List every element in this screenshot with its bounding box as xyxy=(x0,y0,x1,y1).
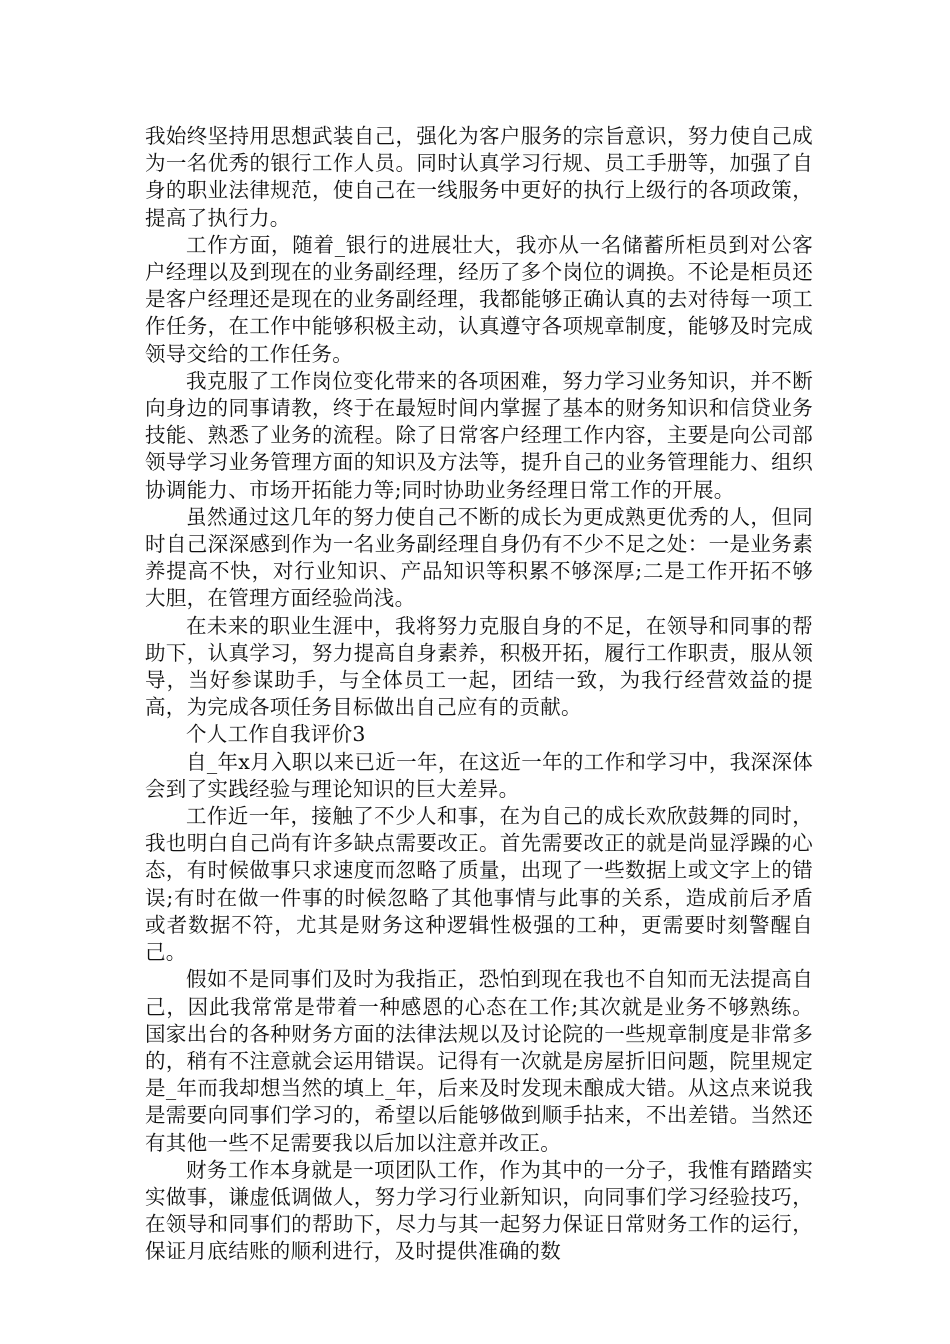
paragraph-8: 假如不是同事们及时为我指正，恐怕到现在我也不自知而无法提高自己，因此我常常是带着一种感恩的心态在工作;其次就是业务不够熟练。国家出台的各种财务方面的法律法规以及讨论院的一些规章制度是非常多的，稍有不注意就会运用错误。记得有一次就是房屋折旧问题，院里规定是_年而我却想当然的填上_年，后来及时发现未酿成大错。从这点来说我是需要向同事们学习的，希望以后能够做到顺手拈来，不出差错。当然还有其他一些不足需要我以后加以注意并改正。 xyxy=(145,967,813,1155)
section-title: 个人工作自我评价3 xyxy=(186,722,366,747)
document-page xyxy=(145,123,813,1266)
paragraph-7: 工作近一年，接触了不少人和事，在为自己的成长欢欣鼓舞的同时，我也明白自己尚有许多缺点需要改正。首先需要改正的就是尚显浮躁的心态，有时候做事只求速度而忽略了质量，出现了一些数据上或文字上的错误;有时在做一件事的时候忽略了其他事情与此事的关系，造成前后矛盾或者数据不符，尤其是财务这种逻辑性极强的工种，更需要时刻警醒自己。 xyxy=(145,804,813,965)
paragraph-1: 我始终坚持用思想武装自己，强化为客户服务的宗旨意识，努力使自己成为一名优秀的银行工作人员。同时认真学习行规、员工手册等，加强了自身的职业法律规范，使自己在一线服务中更好的执行上级行的各项政策，提高了执行力。 xyxy=(145,124,813,230)
paragraph-9: 财务工作本身就是一项团队工作，作为其中的一分子，我惟有踏踏实实做事，谦虚低调做人，努力学习行业新知识，向同事们学习经验技巧，在领导和同事们的帮助下，尽力与其一起努力保证日常财务工作的运行，保证月底结账的顺利进行，及时提供准确的数 xyxy=(145,1157,813,1264)
paragraph-5: 在未来的职业生涯中，我将努力克服自身的不足，在领导和同事的帮助下，认真学习，努力提高自身素养，积极开拓，履行工作职责，服从领导，当好参谋助手，与全体员工一起，团结一致，为我行经营效益的提高，为完成各项任务目标做出自己应有的贡献。 xyxy=(145,613,813,720)
paragraph-3: 我克服了工作岗位变化带来的各项困难，努力学习业务知识，并不断向身边的同事请教，终于在最短时间内掌握了基本的财务知识和信贷业务技能、熟悉了业务的流程。除了日常客户经理工作内容，主要是向公司部领导学习业务管理方面的知识及方法等，提升自己的业务管理能力、组织协调能力、市场开拓能力等;同时协助业务经理日常工作的开展。 xyxy=(145,368,813,502)
paragraph-4: 虽然通过这几年的努力使自己不断的成长为更成熟更优秀的人，但同时自己深深感到作为一名业务副经理自身仍有不少不足之处：一是业务素养提高不快，对行业知识、产品知识等积累不够深厚;二是工作开拓不够大胆，在管理方面经验尚浅。 xyxy=(145,504,813,611)
paragraph-6: 自_年x月入职以来已近一年，在这近一年的工作和学习中，我深深体会到了实践经验与理论知识的巨大差异。 xyxy=(145,749,813,801)
paragraph-2: 工作方面，随着_银行的进展壮大，我亦从一名储蓄所柜员到对公客户经理以及到现在的业务副经理，经历了多个岗位的调换。不论是柜员还是客户经理还是现在的业务副经理，我都能够正确认真的去对待每一项工作任务，在工作中能够积极主动，认真遵守各项规章制度，能够及时完成领导交给的工作任务。 xyxy=(145,232,813,366)
